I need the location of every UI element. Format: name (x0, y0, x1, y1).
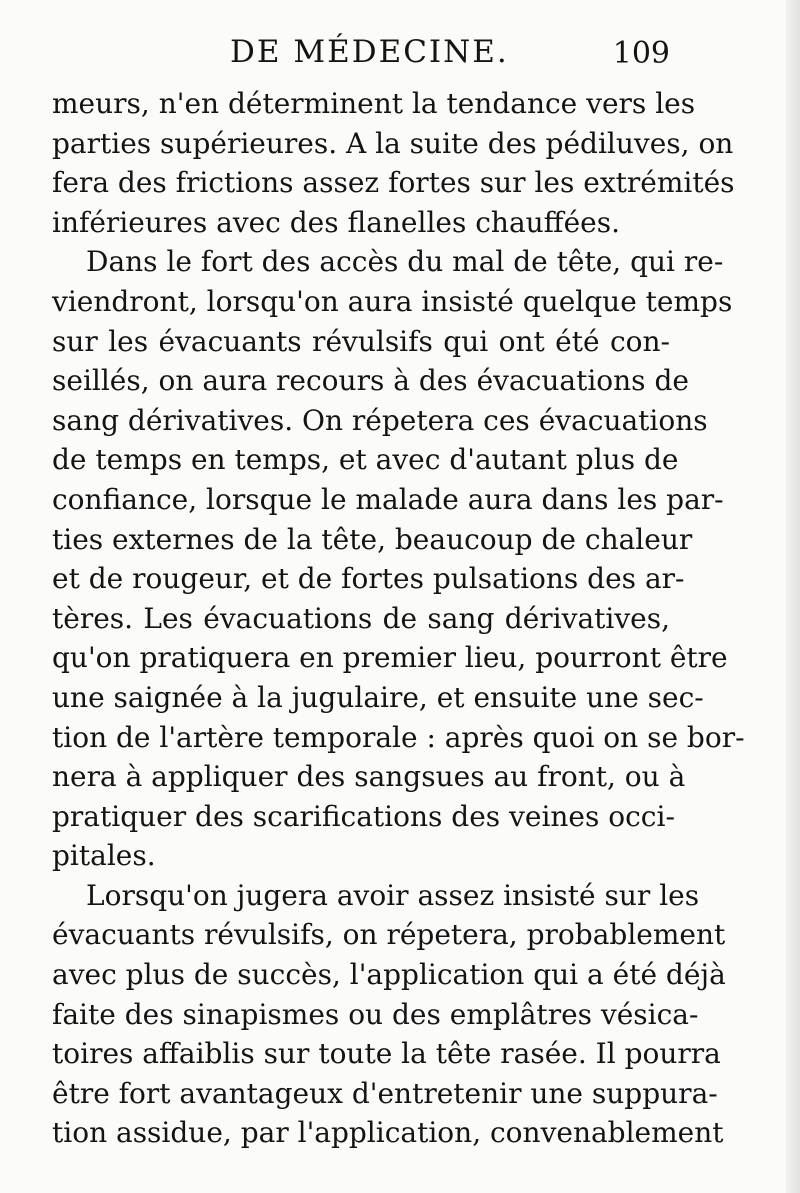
text-line: être fort avantageux d'entretenir une suppura- (52, 1076, 718, 1110)
page-edge (786, 0, 800, 1193)
text-line: évacuants révulsifs, on répetera, probablement (52, 918, 726, 952)
page-number: 109 (612, 36, 670, 71)
text-line: tion de l'artère temporale : après quoi on se bor- (52, 720, 745, 754)
text-line: faite des sinapismes ou des emplâtres vésica- (52, 997, 699, 1031)
text-line: sur les évacuants révulsifs qui ont été con- (52, 324, 670, 358)
text-line: nera à appliquer des sangsues au front, ou à (52, 760, 686, 794)
text-line: sang dérivatives. On répetera ces évacuations (52, 403, 708, 437)
text-line: Dans le fort des accès du mal de tête, qui re- (86, 245, 724, 279)
text-line: de temps en temps, et avec d'autant plus de (52, 443, 679, 477)
text-line: et de rougeur, et de fortes pulsations des ar- (52, 562, 685, 596)
text-line: parties supérieures. A la suite des pédiluves, on (52, 126, 734, 160)
page-header (52, 28, 670, 80)
text-line: avec plus de succès, l'application qui a été déjà (52, 958, 726, 992)
text-line: seillés, on aura recours à des évacuations de (52, 364, 689, 398)
text-line: confiance, lorsque le malade aura dans les par- (52, 482, 724, 516)
text-line: viendront, lorsqu'on aura insisté quelque temps (52, 284, 733, 318)
paragraph-2 (52, 242, 745, 876)
text-line: inférieures avec des flanelles chauffées. (52, 205, 620, 239)
text-line: meurs, n'en déterminent la tendance vers les (52, 87, 696, 120)
text-line: toires affaiblis sur toute la tête rasée. Il pourra (52, 1037, 721, 1071)
text-line: pratiquer des scarifications des veines occi- (52, 799, 675, 833)
text-line: tion assidue, par l'application, convenablement (52, 1116, 724, 1150)
running-head: DE MÉDECINE. (230, 34, 509, 70)
paragraph-3 (52, 876, 726, 1153)
body-text (52, 84, 745, 1153)
text-line: une saignée à la jugulaire, et ensuite une sec- (52, 680, 704, 714)
text-line: pitales. (52, 839, 156, 873)
paragraph-1 (52, 84, 735, 242)
text-line: fera des frictions assez fortes sur les extrémités (52, 166, 735, 200)
text-line: qu'on pratiquera en premier lieu, pourront être (52, 641, 728, 675)
text-line: ties externes de la tête, beaucoup de chaleur (52, 522, 693, 556)
text-line: tères. Les évacuations de sang dérivatives, (52, 601, 670, 635)
text-line: Lorsqu'on jugera avoir assez insisté sur les (86, 878, 700, 912)
